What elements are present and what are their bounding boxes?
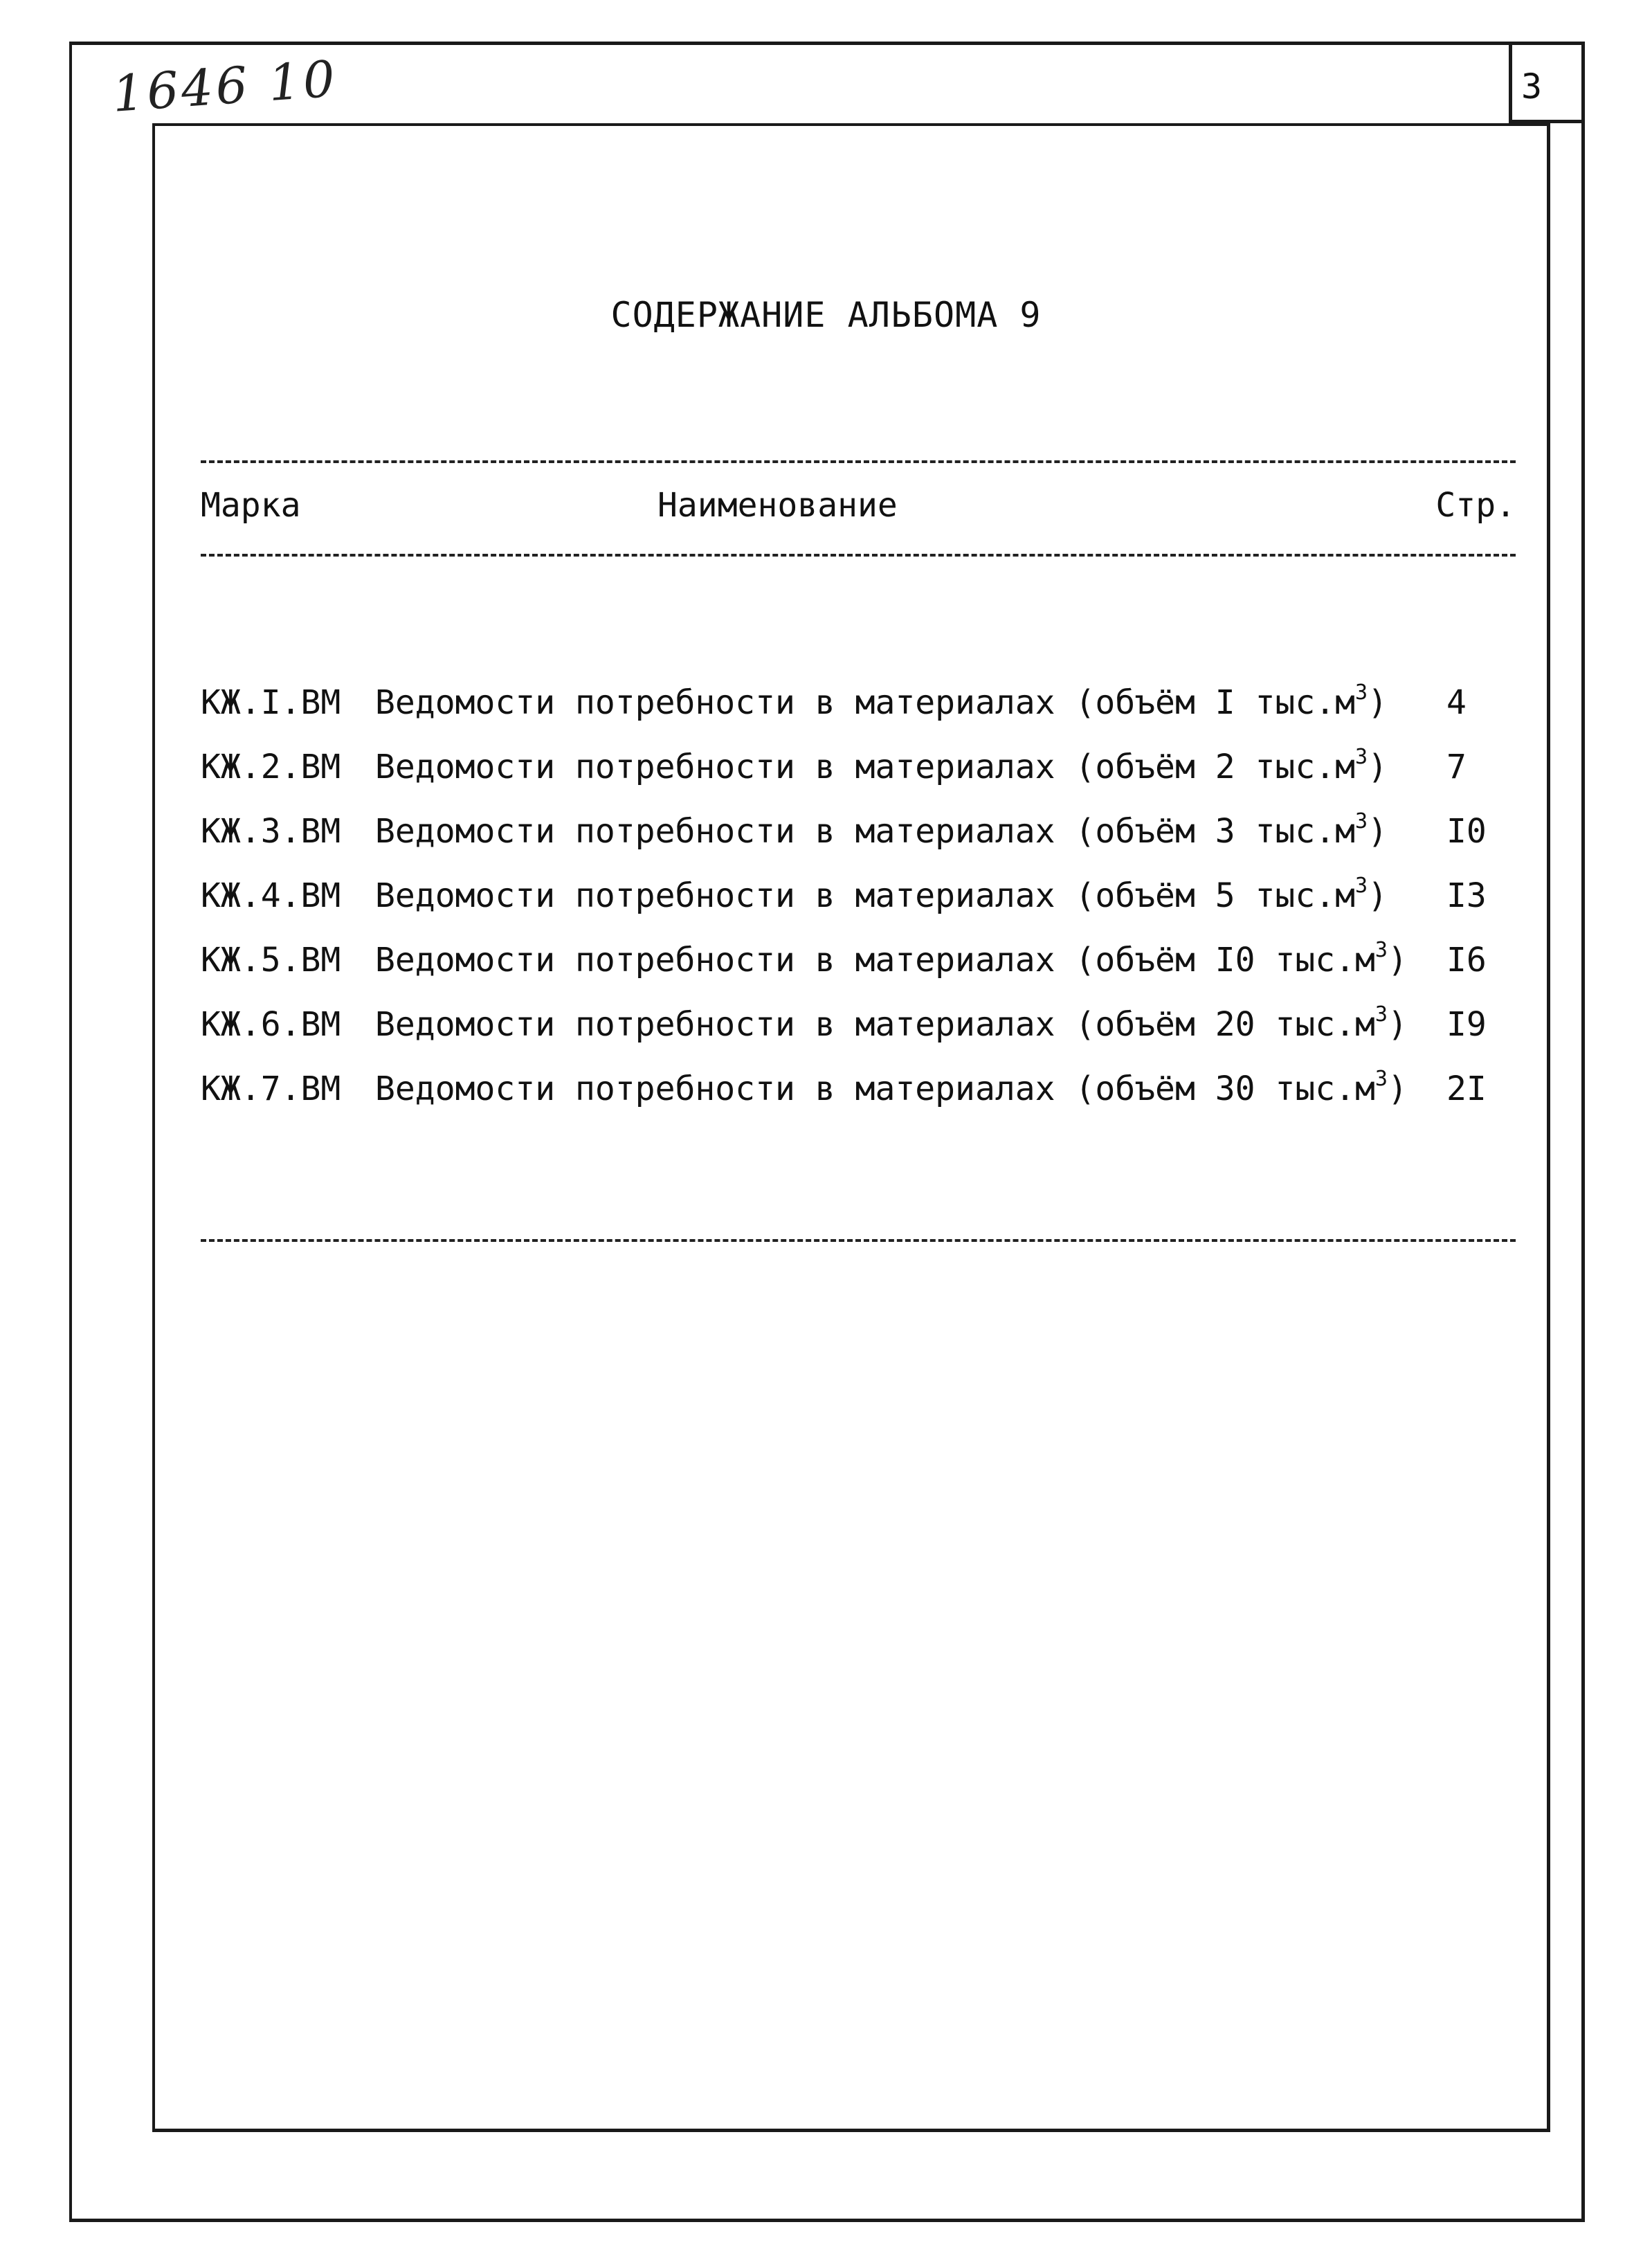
contents-list <box>201 682 1516 1132</box>
document-title: СОДЕРЖАНИЕ АЛЬБОМА 9 <box>610 295 1042 335</box>
table-row <box>201 1004 1516 1068</box>
page-number: 3 <box>1521 66 1543 107</box>
row-name: Ведомости потребности в материалах (объём 3 $тыс.м^3$) <box>375 809 1388 851</box>
row-name: Ведомости потребности в материалах (объём I $тыс.м^3$) <box>375 680 1388 722</box>
row-mark: КЖ.4.ВМ <box>201 876 341 915</box>
row-mark: КЖ.3.ВМ <box>201 812 341 851</box>
row-page: I9 <box>1446 1005 1487 1044</box>
row-mark: КЖ.6.ВМ <box>201 1005 341 1044</box>
header-top-rule <box>201 460 1516 463</box>
row-mark: КЖ.2.ВМ <box>201 748 341 786</box>
row-mark: КЖ.I.ВМ <box>201 683 341 722</box>
row-name: Ведомости потребности в материалах (объём 30 $тыс.м^3$) <box>375 1067 1408 1108</box>
header-bottom-rule <box>201 554 1516 557</box>
column-header-name: Наименование <box>657 486 898 525</box>
row-page: 4 <box>1446 683 1467 722</box>
table-row <box>201 1068 1516 1132</box>
row-page: I0 <box>1446 812 1487 851</box>
table-row <box>201 875 1516 939</box>
column-header-mark: Марка <box>201 486 301 525</box>
row-mark: КЖ.5.ВМ <box>201 941 341 980</box>
row-page: 2I <box>1446 1070 1487 1108</box>
column-header-page: Стр. <box>1435 486 1516 525</box>
table-row <box>201 939 1516 1004</box>
row-name: Ведомости потребности в материалах (объём 2 $тыс.м^3$) <box>375 745 1388 786</box>
row-page: I6 <box>1446 941 1487 980</box>
row-name: Ведомости потребности в материалах (объём I0 $тыс.м^3$) <box>375 938 1408 980</box>
row-name: Ведомости потребности в материалах (объём 20 $тыс.м^3$) <box>375 1002 1408 1044</box>
row-name: Ведомости потребности в материалах (объём 5 $тыс.м^3$) <box>375 874 1388 915</box>
table-row <box>201 811 1516 875</box>
table-header-row <box>201 485 1516 526</box>
row-page: 7 <box>1446 748 1467 786</box>
handwritten-archive-code: 1646 10 <box>110 49 340 123</box>
table-row <box>201 746 1516 811</box>
page-number-box <box>1509 42 1585 123</box>
row-page: I3 <box>1446 876 1487 915</box>
table-row <box>201 682 1516 746</box>
list-bottom-rule <box>201 1239 1516 1242</box>
row-mark: КЖ.7.ВМ <box>201 1070 341 1108</box>
